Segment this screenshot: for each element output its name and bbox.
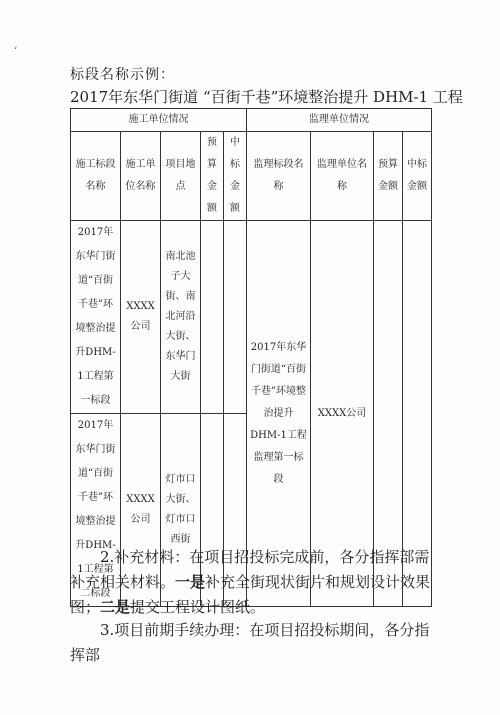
p2-bold-2: 二是 <box>100 598 131 616</box>
col-header-section: 施工标段名称 <box>71 132 121 221</box>
p2-lead: 2.补充材料：在项目招投标完成前，各分指挥部需补充相关材料。 <box>70 548 430 591</box>
col-header-bid: 中标金额 <box>224 132 247 221</box>
cell-sup-section: 2017年东华门街道“百街千巷”环境整治提升DHM-1工程监理第一标段 <box>247 221 311 607</box>
cell-company: XXXX公司 <box>121 221 161 414</box>
cell-section: 2017年东华门街道“百街千巷”环境整治提升DHM-1工程第二标段 <box>71 414 121 607</box>
project-title: 2017年东华门街道 “百街千巷”环境整治提升 DHM-1 工程 <box>70 88 463 106</box>
example-label: 标段名称示例： <box>70 67 175 83</box>
cell-budget <box>201 221 224 414</box>
p2-text-1: 补充全街现状街片和规划设计效果图； <box>70 573 431 616</box>
col-header-sup-bid: 中标金额 <box>403 132 432 221</box>
section-table <box>70 108 432 607</box>
cell-location: 南北池子大街、南北河沿大街、东华门大街 <box>161 221 201 414</box>
table-row <box>71 221 432 414</box>
cell-section: 2017年东华门街道“百街千巷”环境整治提升DHM-1工程第一标段 <box>71 221 121 414</box>
p2-bold-1: 一是 <box>175 573 206 591</box>
supervision-group-header: 监理单位情况 <box>247 109 432 132</box>
col-header-budget: 预算金额 <box>201 132 224 221</box>
col-header-sup-company: 监理单位名称 <box>311 132 374 221</box>
paragraph-procedures: 3.项目前期手续办理：在项目招投标期间，各分指挥部 <box>70 621 430 664</box>
cell-bid <box>224 221 247 414</box>
p2-text-2: 提交工程设计图纸。 <box>130 598 266 616</box>
cell-company: XXXX公司 <box>121 414 161 607</box>
paragraph-supplementary <box>70 545 440 620</box>
cell-sup-company: XXXX公司 <box>311 221 374 607</box>
col-header-sup-section: 监理标段名称 <box>247 132 311 221</box>
cell-location: 灯市口大街、灯市口西街 <box>161 414 201 607</box>
margin-mark: ‘ <box>14 46 18 57</box>
col-header-sup-budget: 预算金额 <box>374 132 403 221</box>
col-header-location: 项目地点 <box>161 132 201 221</box>
col-header-company: 施工单位名称 <box>121 132 161 221</box>
construction-group-header: 施工单位情况 <box>71 109 247 132</box>
